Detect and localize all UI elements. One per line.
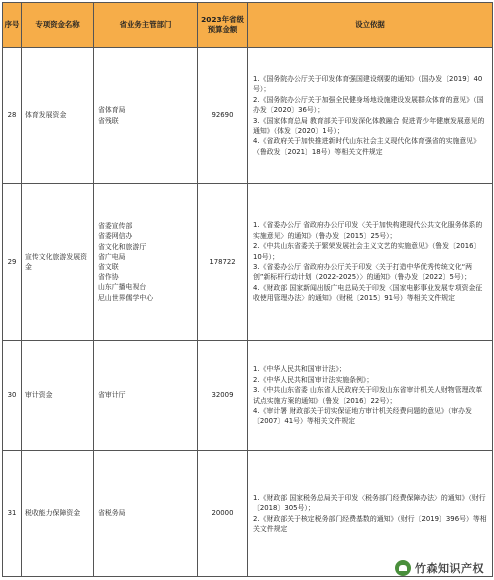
basis-item: 4.《省政府关于加快推进新时代山东社会主义现代化体育强省的实施意见》（鲁政发〔2021〕18号）等相关文件规定 (253, 137, 481, 156)
watermark-text: 竹森知识产权 (415, 562, 484, 575)
row-no: 28 (3, 48, 22, 184)
table-row (3, 341, 493, 451)
header-no: 序号 (3, 3, 22, 48)
row-fund-name: 体育发展资金 (22, 48, 94, 184)
table-row (3, 48, 493, 184)
row-fund-name: 宣传文化旅游发展资金 (22, 184, 94, 341)
row-fund-name: 审计资金 (22, 341, 94, 451)
row-departments (94, 451, 198, 577)
header-fund-name: 专项资金名称 (22, 3, 94, 48)
department-item: 省委网信办 (98, 232, 133, 241)
department-item: 省文化和旅游厅 (98, 242, 147, 251)
row-basis (248, 341, 493, 451)
department-item: 省作协 (98, 273, 119, 282)
row-no: 31 (3, 451, 22, 577)
basis-item: 4.《财政部 国家新闻出版广电总局关于印发〈国家电影事业发展专项资金征收使用管理办法〉的通知》（财税〔2015〕91号）等相关文件规定 (253, 283, 483, 303)
special-fund-table (2, 2, 493, 577)
basis-item: 1.《财政部 国家税务总局关于印发〈税务部门经费保障办法〉的通知》（财行〔2018〕305号）； (253, 493, 486, 513)
header-amount-line2: 预算金额 (207, 25, 238, 34)
row-basis (248, 48, 493, 184)
basis-item: 4.《审计署 财政部关于切实保证地方审计机关经费问题的意见》（审办发〔2007〕41号）等相关文件规定 (253, 406, 472, 426)
header-amount-line1: 2023年省级 (201, 15, 244, 24)
department-item: 省审计厅 (98, 391, 126, 400)
department-item: 省广电局 (98, 252, 126, 261)
basis-item: 3.《中共山东省委 山东省人民政府关于印发山东省审计机关人财物管理改革试点实施方案的通知》（鲁发〔2016〕22号）； (253, 386, 483, 405)
basis-item: 2.《国务院办公厅关于加强全民健身场地设施建设发展群众体育的意见》（国办发〔2020〕36号）； (253, 95, 484, 115)
basis-item: 3.《省委办公厅 省政府办公厅关于印发〈关于打造中华优秀传统文化“两创”新标杆行动计划（2022-2025）〉的通知》（鲁办发〔2022〕5号）； (253, 263, 473, 282)
department-item: 山东广播电视台 (98, 283, 147, 292)
basis-item: 1.《中华人民共和国审计法》； (253, 365, 346, 374)
basis-item: 1.《国务院办公厅关于印发体育强国建设纲要的通知》（国办发〔2019〕40号）； (253, 74, 483, 94)
header-department: 省业务主管部门 (94, 3, 198, 48)
table-row (3, 451, 493, 577)
row-fund-name: 税收能力保障资金 (22, 451, 94, 577)
header-basis: 设立依据 (248, 3, 493, 48)
basis-item: 2.《中共山东省委关于繁荣发展社会主义文艺的实施意见》（鲁发〔2016〕10号）； (253, 242, 481, 261)
wechat-icon (395, 560, 411, 576)
department-item: 省税务局 (98, 509, 126, 518)
watermark (395, 560, 484, 576)
row-budget-amount: 178722 (198, 184, 248, 341)
basis-item: 2.《财政部关于核定税务部门经费基数的通知》（财行〔2019〕396号）等相关文件规定 (253, 514, 487, 533)
row-budget-amount: 32009 (198, 341, 248, 451)
header-budget-amount (198, 3, 248, 48)
row-basis (248, 184, 493, 341)
department-item: 尼山世界儒学中心 (98, 293, 154, 302)
basis-item: 2.《中华人民共和国审计法实施条例》； (253, 375, 374, 384)
row-departments (94, 48, 198, 184)
row-departments (94, 341, 198, 451)
department-item: 省体育局 (98, 106, 126, 115)
row-basis (248, 451, 493, 577)
row-departments (94, 184, 198, 341)
row-no: 29 (3, 184, 22, 341)
row-budget-amount: 20000 (198, 451, 248, 577)
row-no: 30 (3, 341, 22, 451)
basis-item: 1.《省委办公厅 省政府办公厅印发〈关于加快构建现代公共文化服务体系的实施意见〉的通知》（鲁办发〔2015〕25号）； (253, 221, 483, 240)
department-item: 省委宣传部 (98, 222, 133, 231)
row-budget-amount: 92690 (198, 48, 248, 184)
department-item: 省文联 (98, 263, 119, 271)
table-row (3, 184, 493, 341)
table-header-row (3, 3, 493, 48)
department-item: 省残联 (98, 116, 119, 125)
basis-item: 3.《国家体育总局 教育部关于印发深化体教融合 促进青少年健康发展意见的通知》（体发〔2020〕1号）； (253, 116, 485, 135)
